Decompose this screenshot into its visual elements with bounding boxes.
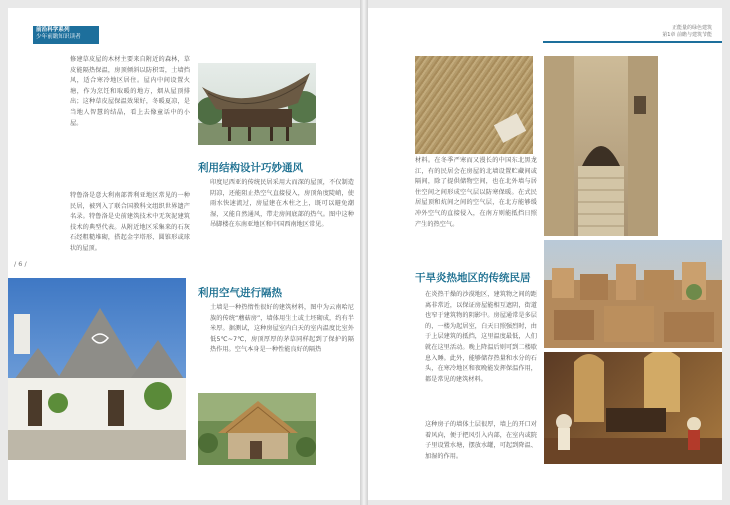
stone-alley-photo	[544, 56, 658, 236]
longhouse-photo	[198, 63, 316, 145]
right-page	[368, 8, 722, 500]
right-paragraph-1: 材料。在冬季严寒而又漫长的中国东北黑龙江，有的民居会在房屋的北墙设置贮藏间或隔间，除了提供储物空间，也在北外墙与居住空间之间形成空气层以防寒保暖。在式民居屋顶和炕间之间的空气层，在北方能够缓冲外空气的直接侵入，在南方则能抵挡日照产生的热空气。	[415, 157, 537, 228]
left-page	[8, 8, 360, 500]
right-paragraph-3: 这种房子的墙体土层很厚，墙上的开口对着风向，便于把风引入内部，在室内或院子里设置水塘，摆放水罐，可起到降温、加湿的作用。	[425, 421, 537, 460]
page-number: / 6 /	[14, 260, 27, 268]
heading-ventilation: 利用结构设计巧妙通风	[198, 162, 303, 174]
mushroom-house-photo	[198, 393, 316, 465]
runhead-title: 正能量的绿色建筑	[671, 25, 712, 31]
left-paragraph-2: 特鲁洛是意大利南部普利亚地区常见的一种民居，被列入了联合国教科文组织世界遗产名录。特鲁洛是史前建筑技术中无灰泥建筑技术的典型代表。从附近地区采集来的石灰石经粗糙堆砌，搭起金字塔形、圆锥形或球状的屋顶。	[70, 192, 190, 252]
series-subtitle: 少年前瞻知识读者	[36, 34, 81, 40]
left-paragraph-4: 土墙是一种热惰性很好的建筑材料，图中为云南哈尼族的传统“蘑菇房”，墙体用生土或土坯砌成，约有半米厚。据测试，这种房屋室内白天的室内温度比室外低5℃~7℃，房顶厚厚的茅草同样起到了保护的隔热作用。空气本身是一种性能良好的隔热	[210, 304, 354, 354]
right-paragraph-2: 在炎热干燥的沙漠地区，建筑物之间的距离非常近，以保证房屋能相互遮阴，街道也窄于建筑物的阴影中。房屋通常是多层的，一楼为起居室，白天日照强烈时，由于上层建筑的抵挡，这里温度最低，人们就在这里活动。晚上降温后则可到二楼歇息入睡。此外，能够储存热量和水分的石头，在寒冷地区和夜晚能发挥保温作用，都是常见的建筑材料。	[425, 291, 537, 383]
wall-sample-board	[494, 113, 526, 143]
book-gutter	[360, 0, 368, 505]
interior-painting-photo	[544, 352, 722, 464]
trulli-photo	[8, 278, 186, 460]
running-header	[662, 25, 712, 39]
heading-air-insulation: 利用空气进行隔热	[198, 287, 282, 299]
header-rule	[543, 41, 722, 43]
desert-town-photo	[544, 240, 722, 348]
left-paragraph-3: 印度尼西亚的传统民居采用大而深的屋顶，不仅制造阴凉，还能阻止热空气直接侵入，房顶角度陡峭，使雨水快速流过，房屋建在木柱之上，既可以避免潮湿，又能自然通风，带走房间底部的热气。图中这种吊脚楼在东南亚地区和中国西南地区常见。	[210, 179, 354, 229]
series-badge	[33, 26, 99, 44]
series-title: 前沿科学系列	[36, 27, 70, 33]
runhead-chapter: 第1章 前瞻与建筑节能	[662, 32, 712, 38]
straw-wall-photo	[415, 56, 533, 154]
heading-arid-dwellings: 干旱炎热地区的传统民居	[415, 272, 531, 284]
left-paragraph-1: 修建草皮屋的木材主要来自附近的森林，草皮能隔热保温，房顶倾斜以防积雪，土墙挡风，适合寒冷地区居住。屋内中间设置火塘，作为烹饪和取暖的地方，烟从屋顶排出；这种草皮屋保温效果好，冬暖夏凉，是当地人智慧的结晶，看上去像童话中的小屋。	[70, 56, 190, 127]
